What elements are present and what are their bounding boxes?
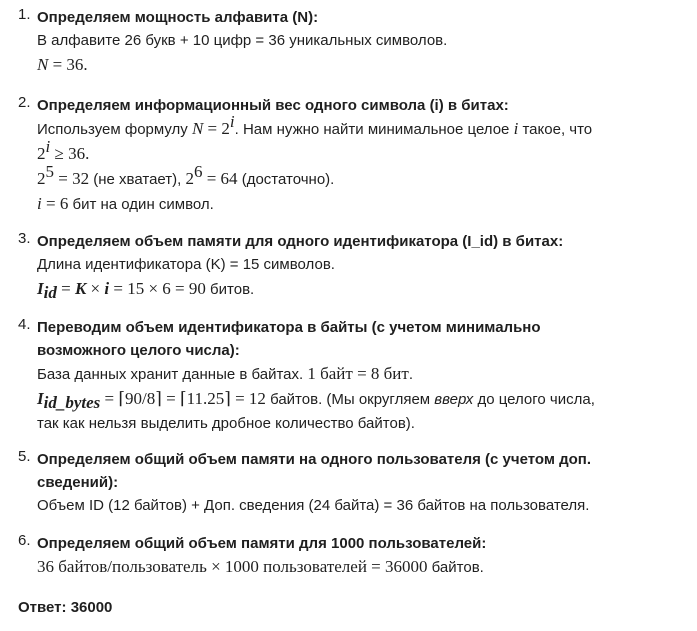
step-4 xyxy=(18,316,678,436)
step-heading: Определяем общий объем памяти для 1000 пользователей: xyxy=(37,535,487,552)
step-1 xyxy=(18,6,678,78)
text-span: байтов. xyxy=(427,559,484,576)
math-var: I xyxy=(37,389,44,408)
step-6 xyxy=(18,532,678,580)
math-expr: × xyxy=(86,279,105,298)
math-expr: 2 xyxy=(185,169,194,188)
math-expr: = 32 xyxy=(54,169,90,188)
math-expr: = 64 xyxy=(202,169,238,188)
math-sup: i xyxy=(45,137,51,156)
step-text: Длина идентификатора (K) = 15 символов. xyxy=(37,256,335,273)
text-span: . xyxy=(408,366,414,383)
step-formula xyxy=(37,277,678,302)
text-span: Используем формулу xyxy=(37,121,192,138)
step-2 xyxy=(18,94,678,217)
math-expr: ≥ 36. xyxy=(50,144,90,163)
math-var: N xyxy=(37,55,49,74)
math-expr: 1 байт = 8 бит xyxy=(307,364,409,383)
step-heading: Определяем общий объем памяти на одного пользователя (с учетом доп. сведений): xyxy=(37,451,592,491)
text-span: (не хватает), xyxy=(89,171,186,188)
math-sup: 6 xyxy=(193,162,203,181)
step-text xyxy=(37,112,678,142)
math-expr: = ⌈90/8⌉ = ⌈11.25⌉ = 12 xyxy=(100,389,266,408)
step-heading: Определяем объем памяти для одного идентификатора (I_id) в битах: xyxy=(37,233,564,250)
math-sup: i xyxy=(229,112,235,131)
math-expr: = xyxy=(56,279,75,298)
step-formula xyxy=(37,162,678,192)
step-5 xyxy=(18,448,678,518)
text-span: такое, что xyxy=(518,121,593,138)
text-span: . Нам нужно найти минимальное целое xyxy=(234,121,514,138)
text-span: База данных хранит данные в байтах. xyxy=(37,366,308,383)
math-sub: id xyxy=(43,283,57,302)
math-expr: = 2 xyxy=(203,119,230,138)
text-span: бит на один символ. xyxy=(68,196,214,213)
math-expr: 2 xyxy=(37,144,46,163)
step-number: 1. xyxy=(18,6,31,23)
text-span: байтов. (Мы округляем xyxy=(265,391,435,408)
math-var: i xyxy=(513,119,519,138)
step-formula xyxy=(37,387,678,412)
step-text: так как нельзя выделить дробное количество байтов). xyxy=(37,415,415,432)
math-sup: 5 xyxy=(45,162,54,181)
step-heading: Определяем мощность алфавита (N): xyxy=(37,9,319,26)
math-var: i xyxy=(37,194,42,213)
text-span: (достаточно). xyxy=(237,171,335,188)
step-number: 6. xyxy=(18,532,31,549)
math-expr: 2 xyxy=(37,169,46,188)
step-heading: Определяем информационный вес одного символа (i) в битах: xyxy=(37,97,509,114)
step-text: В алфавите 26 букв + 10 цифр = 36 уникальных символов. xyxy=(37,32,448,49)
step-number: 4. xyxy=(18,316,31,333)
step-formula xyxy=(37,555,678,580)
step-3 xyxy=(18,230,678,302)
math-var: i xyxy=(104,279,110,298)
math-var: N xyxy=(191,119,204,138)
math-expr: = 6 xyxy=(41,194,69,213)
math-var: K xyxy=(74,279,87,298)
math-expr: = 36. xyxy=(48,55,88,74)
answer: Ответ: 36000 xyxy=(18,599,113,616)
step-number: 3. xyxy=(18,230,31,247)
step-heading: Переводим объем идентификатора в байты (с учетом минимально возможного целого числа): xyxy=(37,319,541,359)
emphasis: вверх xyxy=(434,391,474,408)
step-number: 5. xyxy=(18,448,31,465)
step-formula xyxy=(37,137,678,167)
math-expr: = 15 × 6 = 90 xyxy=(109,279,206,298)
step-text xyxy=(37,362,678,387)
step-formula xyxy=(37,192,678,217)
text-span: битов. xyxy=(205,281,255,298)
step-formula xyxy=(37,53,678,78)
math-var: I xyxy=(37,279,44,298)
math-expr: 36 байтов/пользователь × 1000 пользователей = 36000 xyxy=(37,557,428,576)
step-number: 2. xyxy=(18,94,31,111)
step-text: Объем ID (12 байтов) + Доп. сведения (24 байта) = 36 байтов на пользователя. xyxy=(37,497,590,514)
text-span: до целого числа, xyxy=(473,391,595,408)
math-sub: id_bytes xyxy=(43,393,101,412)
